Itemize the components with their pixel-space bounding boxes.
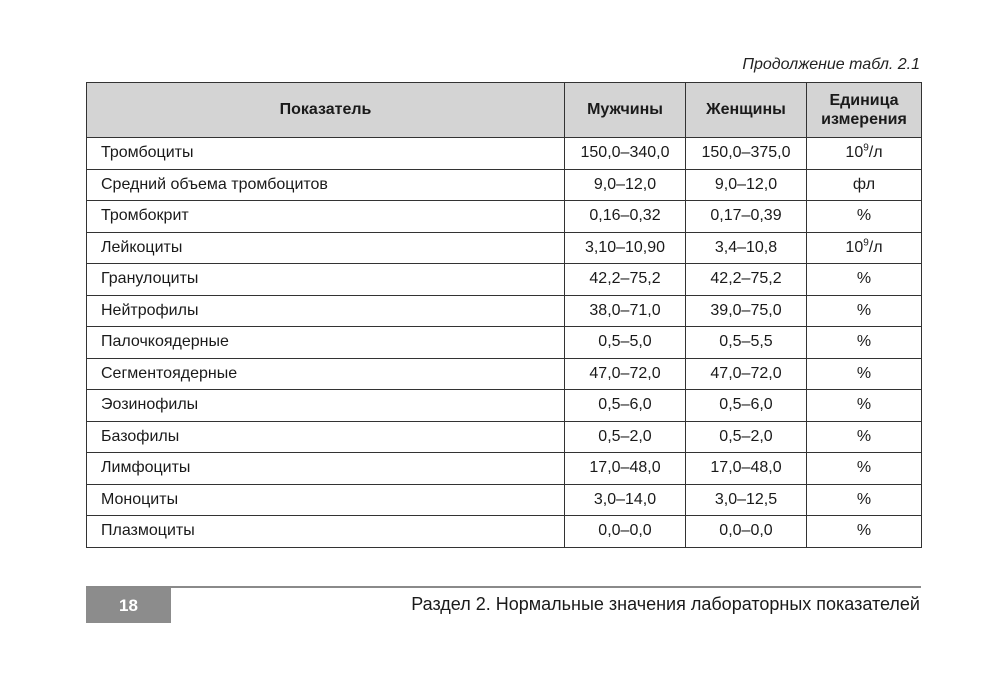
footer-divider [86, 586, 921, 588]
row-indicator: Базофилы [87, 421, 565, 453]
row-unit: % [807, 421, 922, 453]
table-caption: Продолжение табл. 2.1 [742, 56, 920, 73]
row-indicator: Плазмоциты [87, 516, 565, 548]
row-indicator: Лейкоциты [87, 232, 565, 264]
row-unit: % [807, 201, 922, 233]
row-unit: фл [807, 169, 922, 201]
row-women-value: 3,0–12,5 [686, 484, 807, 516]
header-women: Женщины [686, 83, 807, 138]
table-row [87, 421, 922, 453]
table-row [87, 169, 922, 201]
table-row [87, 453, 922, 485]
row-unit: $10^9/л$ [807, 138, 922, 170]
header-indicator: Показатель [87, 83, 565, 138]
row-indicator: Гранулоциты [87, 264, 565, 296]
row-men-value: 0,5–6,0 [565, 390, 686, 422]
row-indicator: Тромбоциты [87, 138, 565, 170]
row-men-value: 0,16–0,32 [565, 201, 686, 233]
row-indicator: Лимфоциты [87, 453, 565, 485]
table-row [87, 390, 922, 422]
row-men-value: 17,0–48,0 [565, 453, 686, 485]
row-unit: % [807, 295, 922, 327]
row-women-value: 42,2–75,2 [686, 264, 807, 296]
header-men: Мужчины [565, 83, 686, 138]
header-unit-line1: Единица [829, 91, 899, 109]
row-unit: % [807, 327, 922, 359]
row-indicator: Моноциты [87, 484, 565, 516]
header-unit-line2: измерения [821, 111, 907, 128]
running-section-title: Раздел 2. Нормальные значения лабораторных показателей [411, 594, 920, 614]
table-row [87, 264, 922, 296]
table-row [87, 295, 922, 327]
row-men-value: 3,0–14,0 [565, 484, 686, 516]
row-unit: % [807, 484, 922, 516]
table-header-row [87, 83, 922, 138]
row-unit: $10^9/л$ [807, 232, 922, 264]
row-women-value: 0,5–2,0 [686, 421, 807, 453]
row-men-value: 42,2–75,2 [565, 264, 686, 296]
row-unit: % [807, 358, 922, 390]
row-indicator: Эозинофилы [87, 390, 565, 422]
row-women-value: 3,4–10,8 [686, 232, 807, 264]
row-women-value: 9,0–12,0 [686, 169, 807, 201]
row-indicator: Нейтрофилы [87, 295, 565, 327]
row-men-value: 3,10–10,90 [565, 232, 686, 264]
row-women-value: 0,17–0,39 [686, 201, 807, 233]
row-women-value: 0,5–6,0 [686, 390, 807, 422]
row-men-value: 0,5–5,0 [565, 327, 686, 359]
row-unit: % [807, 516, 922, 548]
table-row [87, 138, 922, 170]
row-men-value: 150,0–340,0 [565, 138, 686, 170]
row-men-value: 47,0–72,0 [565, 358, 686, 390]
row-indicator: Палочкоядерные [87, 327, 565, 359]
reference-values-table [86, 82, 922, 548]
row-unit: % [807, 390, 922, 422]
row-unit: % [807, 264, 922, 296]
table-row [87, 201, 922, 233]
row-indicator: Сегментоядерные [87, 358, 565, 390]
row-women-value: 39,0–75,0 [686, 295, 807, 327]
row-men-value: 0,0–0,0 [565, 516, 686, 548]
table-row [87, 484, 922, 516]
row-indicator: Тромбокрит [87, 201, 565, 233]
row-women-value: 47,0–72,0 [686, 358, 807, 390]
row-unit: % [807, 453, 922, 485]
row-indicator: Средний объема тромбоцитов [87, 169, 565, 201]
row-women-value: 150,0–375,0 [686, 138, 807, 170]
table-row [87, 358, 922, 390]
row-men-value: 9,0–12,0 [565, 169, 686, 201]
table-row [87, 232, 922, 264]
page-number: 18 [86, 588, 171, 623]
table-row [87, 516, 922, 548]
row-women-value: 0,5–5,5 [686, 327, 807, 359]
table-row [87, 327, 922, 359]
header-unit [807, 83, 922, 138]
row-men-value: 0,5–2,0 [565, 421, 686, 453]
row-men-value: 38,0–71,0 [565, 295, 686, 327]
row-women-value: 0,0–0,0 [686, 516, 807, 548]
row-women-value: 17,0–48,0 [686, 453, 807, 485]
